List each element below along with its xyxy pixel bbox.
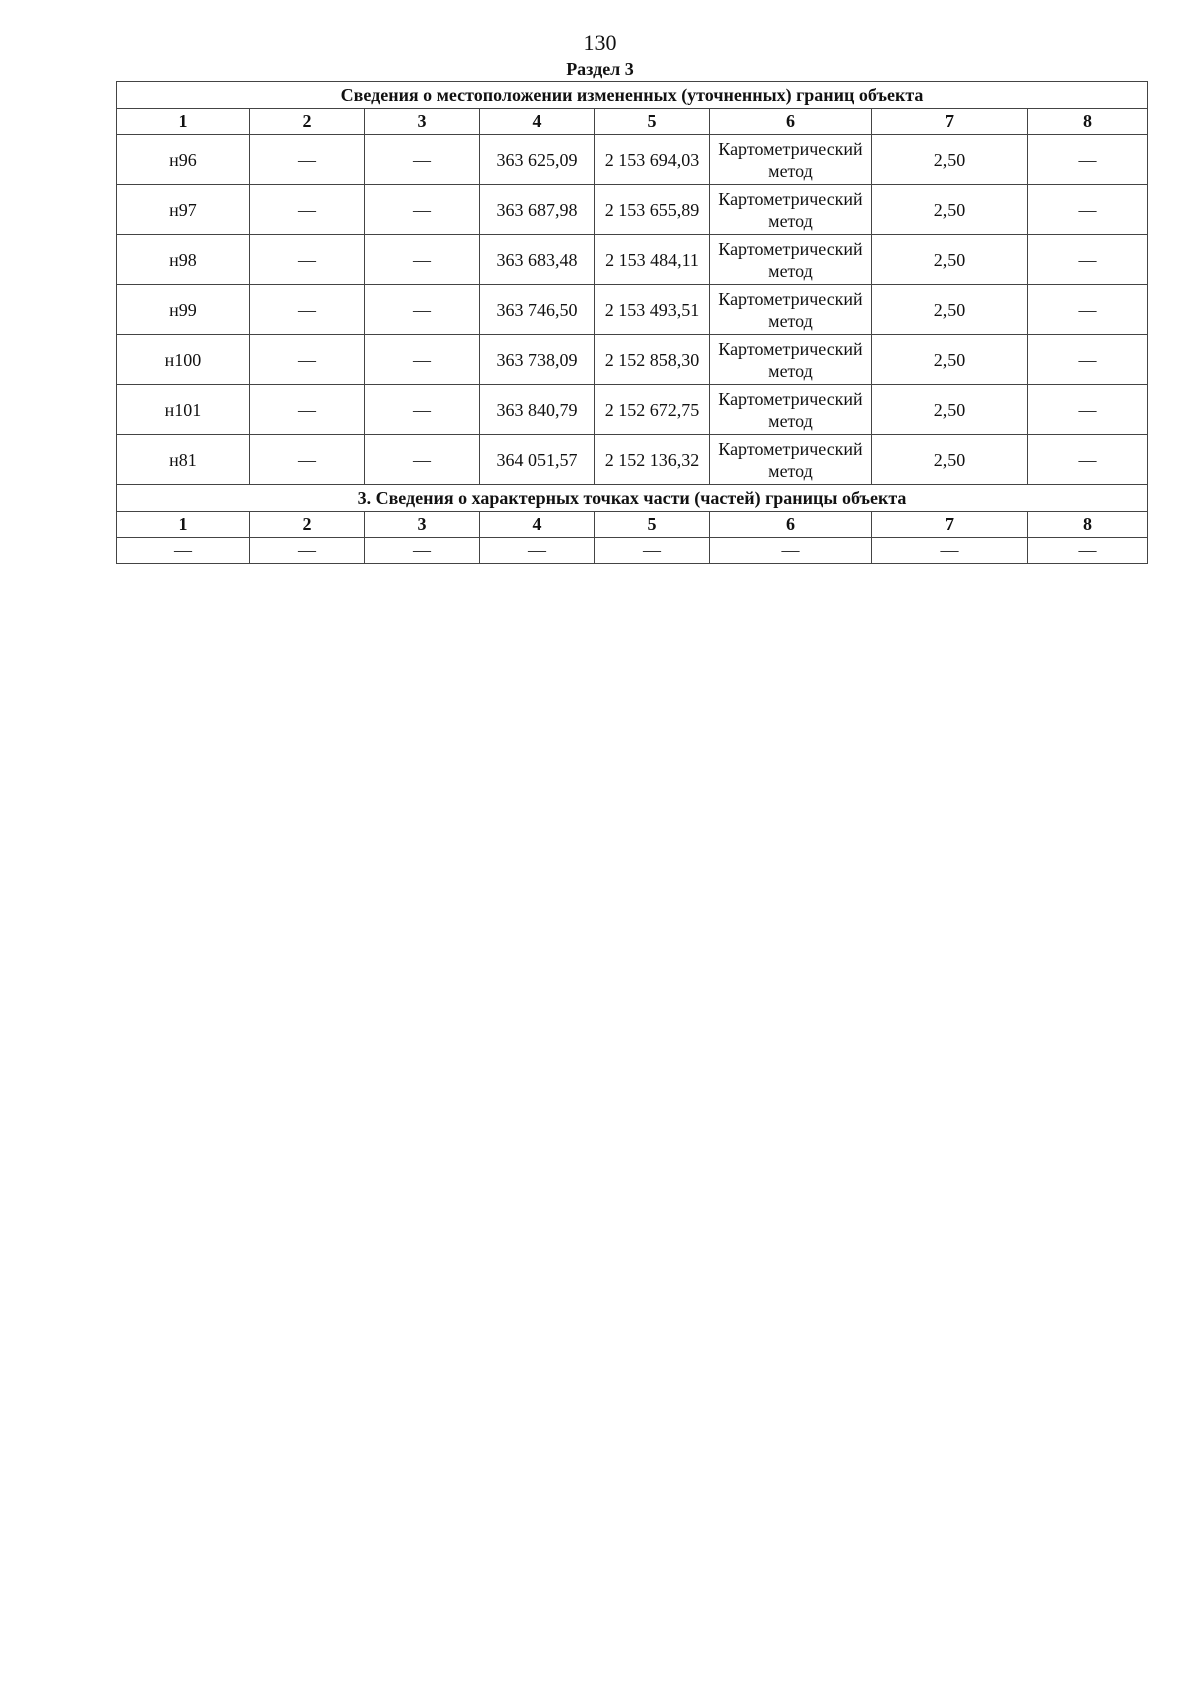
y-coordinate-cell: 2 153 694,03 xyxy=(595,135,710,185)
method-cell: Картометрический метод xyxy=(710,335,872,385)
accuracy-cell: 2,50 xyxy=(872,235,1028,285)
table-row xyxy=(117,335,1148,385)
y-coordinate-cell: 2 153 655,89 xyxy=(595,185,710,235)
col8-cell: — xyxy=(1028,385,1148,435)
col2-cell: — xyxy=(250,285,365,335)
table-row xyxy=(117,135,1148,185)
col8-cell: — xyxy=(1028,185,1148,235)
column-number-cell: 1 xyxy=(117,109,250,135)
x-coordinate-cell: 363 840,79 xyxy=(480,385,595,435)
col8-cell: — xyxy=(1028,335,1148,385)
y-coordinate-cell: 2 153 484,11 xyxy=(595,235,710,285)
empty-cell: — xyxy=(872,538,1028,564)
table2-column-numbers-row xyxy=(117,512,1148,538)
table1-column-numbers-row xyxy=(117,109,1148,135)
method-cell: Картометрический метод xyxy=(710,135,872,185)
table-body xyxy=(117,82,1148,564)
column-number-cell: 3 xyxy=(365,109,480,135)
col2-cell: — xyxy=(250,235,365,285)
column-number-cell: 8 xyxy=(1028,512,1148,538)
table-row xyxy=(117,385,1148,435)
accuracy-cell: 2,50 xyxy=(872,385,1028,435)
x-coordinate-cell: 363 683,48 xyxy=(480,235,595,285)
table2-title-row xyxy=(117,485,1148,512)
accuracy-cell: 2,50 xyxy=(872,435,1028,485)
y-coordinate-cell: 2 152 136,32 xyxy=(595,435,710,485)
empty-cell: — xyxy=(480,538,595,564)
empty-cell: — xyxy=(117,538,250,564)
point-name-cell: н100 xyxy=(117,335,250,385)
column-number-cell: 6 xyxy=(710,109,872,135)
table-row xyxy=(117,285,1148,335)
column-number-cell: 7 xyxy=(872,512,1028,538)
col2-cell: — xyxy=(250,435,365,485)
col3-cell: — xyxy=(365,335,480,385)
method-cell: Картометрический метод xyxy=(710,235,872,285)
point-name-cell: н98 xyxy=(117,235,250,285)
point-name-cell: н101 xyxy=(117,385,250,435)
column-number-cell: 3 xyxy=(365,512,480,538)
column-number-cell: 6 xyxy=(710,512,872,538)
column-number-cell: 5 xyxy=(595,109,710,135)
column-number-cell: 1 xyxy=(117,512,250,538)
x-coordinate-cell: 363 687,98 xyxy=(480,185,595,235)
table-row xyxy=(117,235,1148,285)
page-number: 130 xyxy=(583,30,617,55)
empty-cell: — xyxy=(365,538,480,564)
column-number-cell: 7 xyxy=(872,109,1028,135)
col3-cell: — xyxy=(365,385,480,435)
point-name-cell: н81 xyxy=(117,435,250,485)
col3-cell: — xyxy=(365,285,480,335)
col8-cell: — xyxy=(1028,235,1148,285)
accuracy-cell: 2,50 xyxy=(872,285,1028,335)
col3-cell: — xyxy=(365,185,480,235)
method-cell: Картометрический метод xyxy=(710,285,872,335)
point-name-cell: н96 xyxy=(117,135,250,185)
column-number-cell: 2 xyxy=(250,512,365,538)
y-coordinate-cell: 2 152 858,30 xyxy=(595,335,710,385)
accuracy-cell: 2,50 xyxy=(872,335,1028,385)
accuracy-cell: 2,50 xyxy=(872,135,1028,185)
table-row xyxy=(117,185,1148,235)
point-name-cell: н97 xyxy=(117,185,250,235)
y-coordinate-cell: 2 153 493,51 xyxy=(595,285,710,335)
empty-cell: — xyxy=(595,538,710,564)
col8-cell: — xyxy=(1028,285,1148,335)
table1-title-row xyxy=(117,82,1148,109)
table1-title: Сведения о местоположении измененных (уточненных) границ объекта xyxy=(117,82,1148,109)
column-number-cell: 8 xyxy=(1028,109,1148,135)
table-row xyxy=(117,435,1148,485)
column-number-cell: 4 xyxy=(480,109,595,135)
method-cell: Картометрический метод xyxy=(710,435,872,485)
empty-cell: — xyxy=(250,538,365,564)
col2-cell: — xyxy=(250,185,365,235)
col3-cell: — xyxy=(365,235,480,285)
empty-cell: — xyxy=(1028,538,1148,564)
column-number-cell: 5 xyxy=(595,512,710,538)
x-coordinate-cell: 363 746,50 xyxy=(480,285,595,335)
y-coordinate-cell: 2 152 672,75 xyxy=(595,385,710,435)
col2-cell: — xyxy=(250,335,365,385)
x-coordinate-cell: 363 738,09 xyxy=(480,335,595,385)
section-title: Раздел 3 xyxy=(566,59,634,79)
x-coordinate-cell: 364 051,57 xyxy=(480,435,595,485)
column-number-cell: 4 xyxy=(480,512,595,538)
col2-cell: — xyxy=(250,385,365,435)
accuracy-cell: 2,50 xyxy=(872,185,1028,235)
boundary-table xyxy=(116,81,1148,564)
x-coordinate-cell: 363 625,09 xyxy=(480,135,595,185)
col2-cell: — xyxy=(250,135,365,185)
col3-cell: — xyxy=(365,435,480,485)
col3-cell: — xyxy=(365,135,480,185)
method-cell: Картометрический метод xyxy=(710,385,872,435)
method-cell: Картометрический метод xyxy=(710,185,872,235)
column-number-cell: 2 xyxy=(250,109,365,135)
empty-cell: — xyxy=(710,538,872,564)
table2-title: 3. Сведения о характерных точках части (частей) границы объекта xyxy=(117,485,1148,512)
col8-cell: — xyxy=(1028,435,1148,485)
table-row xyxy=(117,538,1148,564)
col8-cell: — xyxy=(1028,135,1148,185)
point-name-cell: н99 xyxy=(117,285,250,335)
